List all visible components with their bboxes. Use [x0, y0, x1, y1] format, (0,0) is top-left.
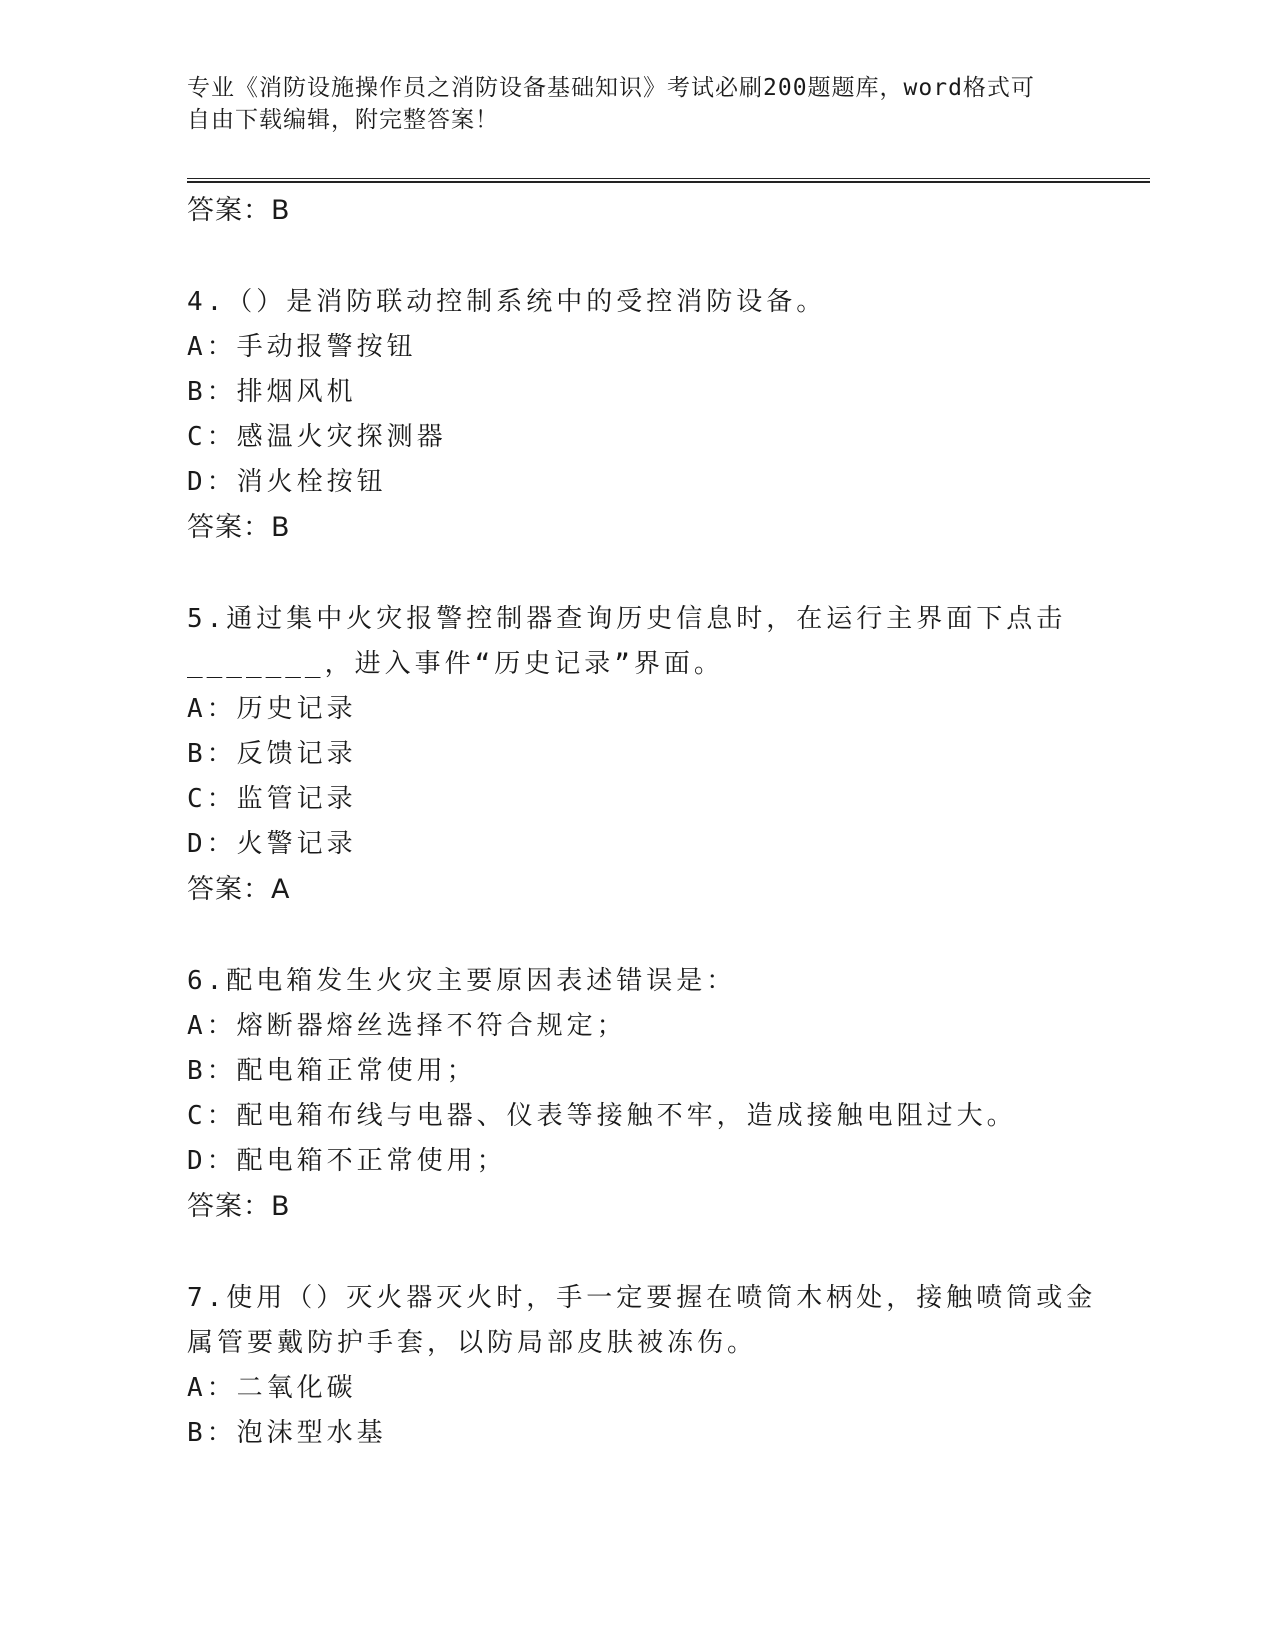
header-divider	[187, 178, 1150, 183]
question-block	[187, 959, 1087, 1229]
question-stem: 5.通过集中火灾报警控制器查询历史信息时，在运行主界面下点击	[187, 604, 1067, 634]
option-d: D：配电箱不正常使用；	[187, 1146, 507, 1176]
spacer	[187, 912, 1087, 959]
question-block	[187, 280, 1087, 550]
question-stem: 6.配电箱发生火灾主要原因表述错误是：	[187, 966, 737, 996]
option-a: A：手动报警按钮	[187, 332, 417, 362]
answer-line: 答案：A	[187, 874, 291, 905]
spacer	[187, 550, 1087, 597]
header-line-1: 专业《消防设施操作员之消防设备基础知识》考试必刷200题题库，word格式可	[187, 75, 1035, 101]
option-b: B：反馈记录	[187, 739, 357, 769]
question-stem: 7.使用（）灭火器灭火时，手一定要握在喷筒木柄处，接触喷筒或金	[187, 1283, 1097, 1313]
option-d: D：火警记录	[187, 829, 357, 859]
option-c: C：监管记录	[187, 784, 357, 814]
option-a: A：熔断器熔丝选择不符合规定；	[187, 1011, 627, 1041]
question-block	[187, 1276, 1097, 1456]
spacer	[187, 1229, 1087, 1276]
answer-line: 答案：B	[187, 512, 291, 543]
spacer	[187, 233, 1087, 280]
question-stem-continued: _______，进入事件“历史记录”界面。	[187, 649, 724, 679]
option-a: A：二氧化碳	[187, 1373, 357, 1403]
option-b: B：排烟风机	[187, 377, 357, 407]
option-a: A：历史记录	[187, 694, 357, 724]
option-d: D：消火栓按钮	[187, 467, 387, 497]
option-b: B：配电箱正常使用；	[187, 1056, 477, 1086]
option-b: B：泡沫型水基	[187, 1418, 387, 1448]
header-line-2: 自由下载编辑，附完整答案！	[187, 107, 499, 133]
option-c: C：感温火灾探测器	[187, 422, 447, 452]
document-body	[187, 188, 1097, 1456]
page-header	[187, 72, 1087, 136]
question-block	[187, 597, 1087, 912]
question-stem-continued: 属管要戴防护手套，以防局部皮肤被冻伤。	[187, 1328, 758, 1358]
answer-line: 答案：B	[187, 195, 291, 226]
answer-line: 答案：B	[187, 1191, 291, 1222]
question-stem: 4.（）是消防联动控制系统中的受控消防设备。	[187, 287, 827, 317]
option-c: C：配电箱布线与电器、仪表等接触不牢，造成接触电阻过大。	[187, 1101, 1017, 1131]
